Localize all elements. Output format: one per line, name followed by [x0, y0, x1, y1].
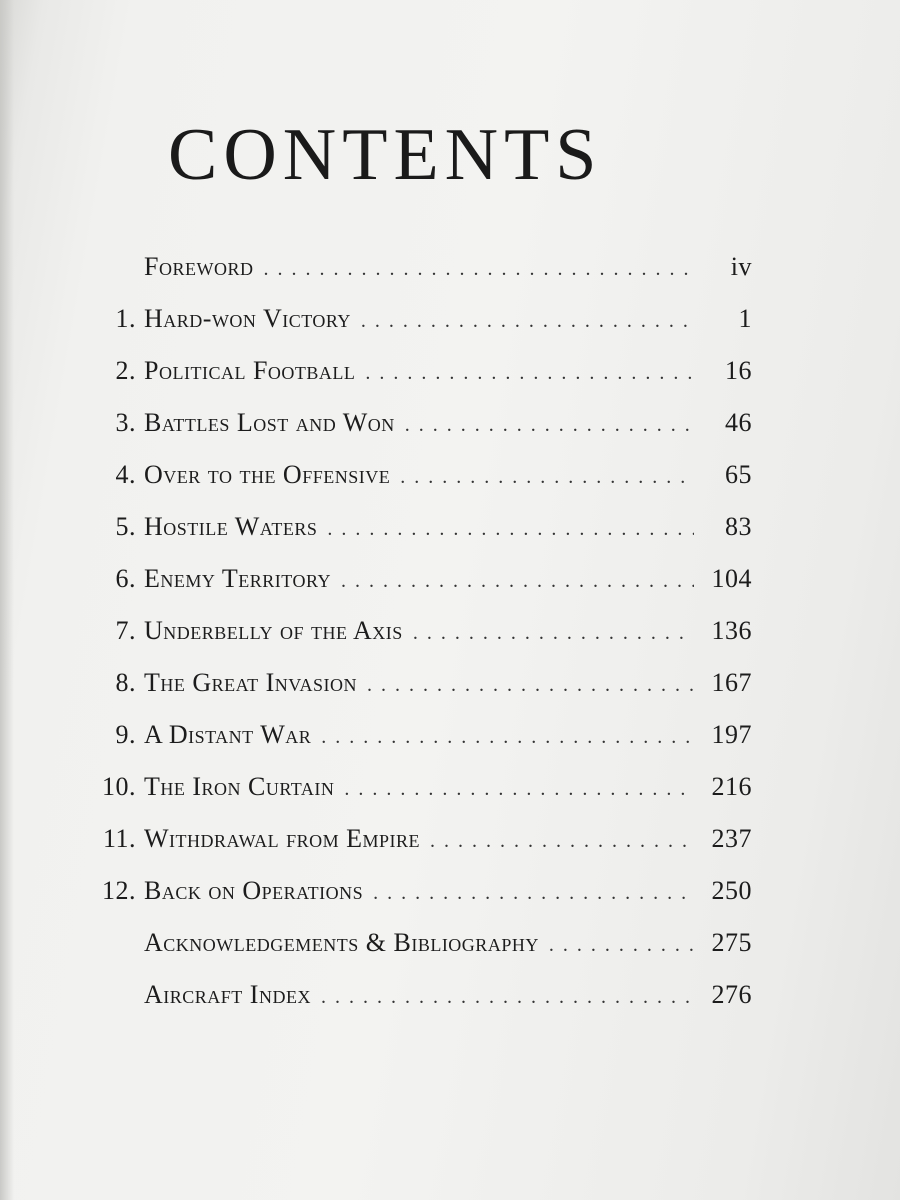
table-of-contents	[92, 252, 752, 1032]
dot-leader	[413, 622, 694, 645]
toc-entry-page: 276	[711, 980, 752, 1009]
toc-entry-title: Battles Lost and Won	[144, 408, 395, 437]
dot-leader	[361, 310, 694, 333]
toc-entry-chapter-8	[92, 668, 752, 720]
toc-entry-title: Political Football	[144, 356, 356, 385]
toc-entry-number: 9.	[115, 720, 136, 749]
dot-leader	[263, 258, 694, 281]
toc-entry-title: Over to the Offensive	[144, 460, 391, 489]
toc-entry-chapter-7	[92, 616, 752, 668]
toc-entry-title: Acknowledgements & Bibliography	[144, 928, 539, 957]
dot-leader	[405, 414, 694, 437]
toc-entry-title: Foreword	[144, 252, 254, 281]
toc-entry-number: 11.	[102, 824, 136, 853]
toc-entry-page: 275	[711, 928, 752, 957]
toc-entry-page: 136	[711, 616, 752, 645]
toc-entry-foreword	[92, 252, 752, 304]
dot-leader	[327, 518, 694, 541]
toc-entry-chapter-4	[92, 460, 752, 512]
page-title: CONTENTS	[168, 114, 603, 196]
toc-entry-title: Underbelly of the Axis	[144, 616, 403, 645]
toc-entry-number: 8.	[115, 668, 136, 697]
toc-entry-title: Aircraft Index	[144, 980, 311, 1009]
toc-entry-title: A Distant War	[144, 720, 312, 749]
dot-leader	[365, 362, 694, 385]
toc-entry-number: 10.	[102, 772, 136, 801]
toc-entry-chapter-2	[92, 356, 752, 408]
toc-entry-chapter-11	[92, 824, 752, 876]
toc-entry-page: 197	[711, 720, 752, 749]
toc-entry-number: 2.	[115, 356, 136, 385]
toc-entry-chapter-6	[92, 564, 752, 616]
toc-entry-page: 46	[725, 408, 752, 437]
dot-leader	[549, 934, 694, 957]
toc-entry-page: 237	[711, 824, 752, 853]
toc-entry-chapter-9	[92, 720, 752, 772]
toc-entry-title: Hard-won Victory	[144, 304, 351, 333]
toc-entry-page: 1	[738, 304, 752, 333]
dot-leader	[321, 986, 694, 1009]
toc-entry-number: 1.	[115, 304, 136, 333]
toc-entry-number: 7.	[115, 616, 136, 645]
dot-leader	[321, 726, 694, 749]
toc-entry-title: Hostile Waters	[144, 512, 318, 541]
toc-entry-page: 104	[711, 564, 752, 593]
toc-entry-page: 65	[725, 460, 752, 489]
dot-leader	[367, 674, 694, 697]
toc-entry-number: 6.	[115, 564, 136, 593]
dot-leader	[430, 830, 694, 853]
toc-entry-title: The Great Invasion	[144, 668, 357, 697]
toc-entry-title: Back on Operations	[144, 876, 364, 905]
dot-leader	[373, 882, 694, 905]
toc-entry-page: 216	[711, 772, 752, 801]
toc-entry-page: 250	[711, 876, 752, 905]
toc-entry-title: The Iron Curtain	[144, 772, 335, 801]
toc-entry-chapter-3	[92, 408, 752, 460]
dot-leader	[341, 570, 694, 593]
dot-leader	[344, 778, 694, 801]
toc-entry-number: 3.	[115, 408, 136, 437]
toc-entry-page: 167	[711, 668, 752, 697]
toc-entry-number: 5.	[115, 512, 136, 541]
toc-entry-number: 4.	[115, 460, 136, 489]
dot-leader	[400, 466, 694, 489]
toc-entry-acknowledgements	[92, 928, 752, 980]
book-spine-shadow	[0, 0, 14, 1200]
toc-entry-chapter-1	[92, 304, 752, 356]
toc-entry-chapter-10	[92, 772, 752, 824]
toc-entry-page: 16	[725, 356, 752, 385]
toc-entry-number: 12.	[102, 876, 136, 905]
toc-entry-page: 83	[725, 512, 752, 541]
toc-entry-chapter-5	[92, 512, 752, 564]
toc-entry-title: Enemy Territory	[144, 564, 331, 593]
toc-entry-aircraft-index	[92, 980, 752, 1032]
toc-entry-chapter-12	[92, 876, 752, 928]
toc-entry-page: iv	[730, 252, 752, 281]
toc-entry-title: Withdrawal from Empire	[144, 824, 420, 853]
